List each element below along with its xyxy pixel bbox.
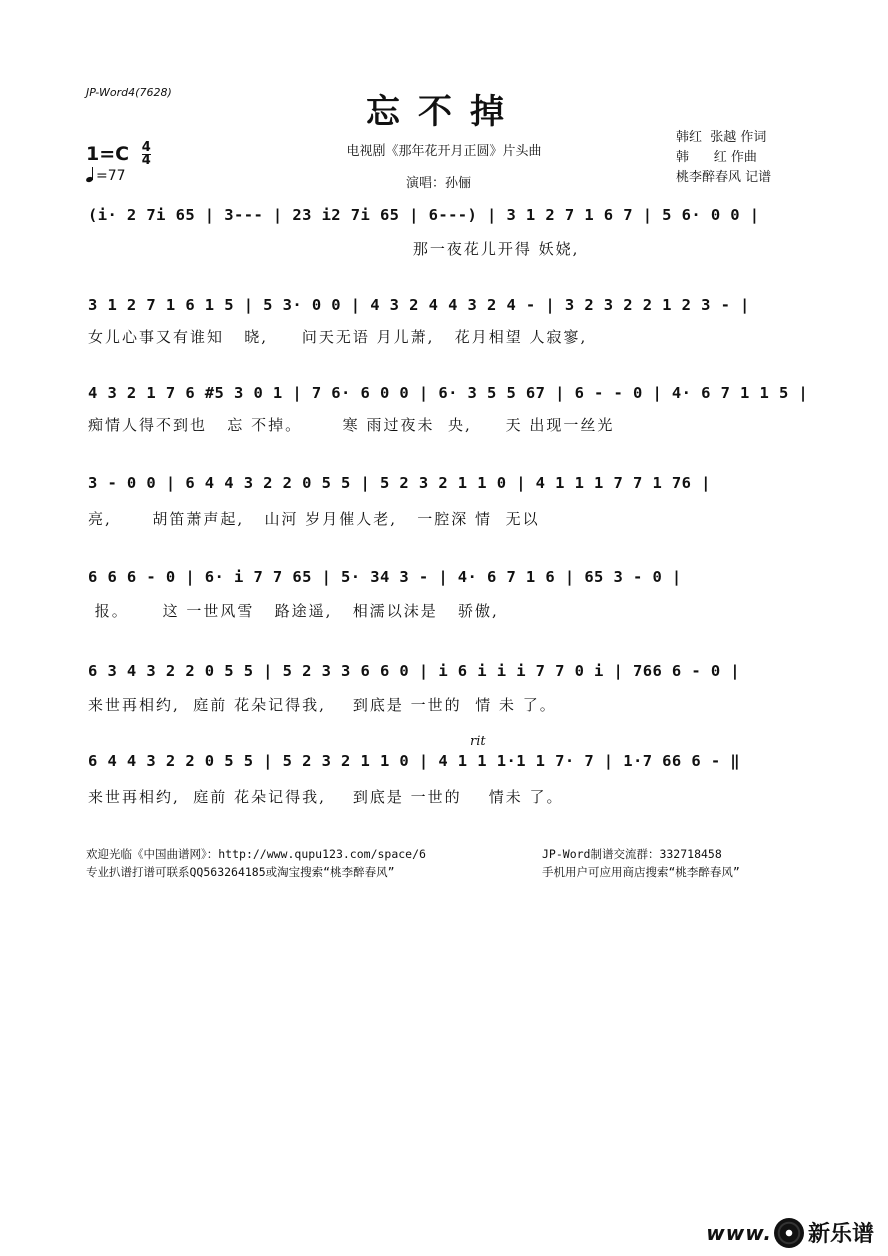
lyrics-line-1: 那一夜花儿开得 妖娆, [88, 240, 580, 258]
lyrics-line-2: 女儿心事又有谁知 晓, 问天无语 月儿萧, 花月相望 人寂寥, [88, 328, 588, 346]
credit-transcriber: 桃李醉春风 记谱 [676, 170, 772, 185]
site-logo [706, 1217, 874, 1248]
credit-composer: 韩 红 作曲 [676, 150, 757, 165]
tempo-value: =77 [96, 168, 126, 184]
lyrics-line-3: 痴情人得不到也 忘 不掉。 寒 雨过夜未 央, 天 出现一丝光 [88, 416, 615, 434]
footer-mobile: 手机用户可应用商店搜索“桃李醉春风” [542, 865, 740, 879]
time-top: 4 [141, 140, 151, 155]
notes-line-5: 6 6 6 - 0 | 6· i 7 7 65 | 5· 34 3 - | 4· 6 7 1 6 | 65 3 - 0 | [88, 568, 682, 586]
lyrics-line-5: 报。 这 一世风雪 路途遥, 相濡以沫是 骄傲, [88, 602, 499, 620]
quarter-note-icon [86, 168, 94, 182]
lyrics-line-7: 来世再相约, 庭前 花朵记得我, 到底是 一世的 情未 了。 [88, 788, 564, 806]
notes-line-1: (i· 2 7i 65 | 3--- | 23 i2 7i 65 | 6---) | 3 1 2 7 1 6 7 | 5 6· 0 0 | [88, 206, 760, 224]
subtitle: 电视剧《那年花开月正圆》片头曲 [346, 144, 542, 159]
notes-line-2: 3 1 2 7 1 6 1 5 | 5 3· 0 0 | 4 3 2 4 4 3 2 4 - | 3 2 3 2 2 1 2 3 - | [88, 296, 750, 314]
logo-www: www. [706, 1220, 772, 1245]
footer-contact: 专业扒谱打谱可联系QQ563264185或淘宝搜索“桃李醉春风” [86, 865, 395, 879]
credit-lyricist: 韩红 张越 作词 [676, 130, 767, 145]
lyrics-line-6: 来世再相约, 庭前 花朵记得我, 到底是 一世的 情 未 了。 [88, 696, 557, 714]
notes-line-3: 4 3 2 1 7 6 #5 3 0 1 | 7 6· 6 0 0 | 6· 3 5 5 67 | 6 - - 0 | 4· 6 7 1 1 5 | [88, 384, 809, 402]
vinyl-disc-icon [774, 1218, 804, 1248]
notes-line-7: 6 4 4 3 2 2 0 5 5 | 5 2 3 2 1 1 0 | 4 1 1 1·1 1 7· 7 | 1·7 66 6 - ‖ [88, 752, 741, 770]
lyrics-line-4: 亮, 胡笛萧声起, 山河 岁月催人老, 一腔深 情 无以 [88, 510, 540, 528]
app-name: JP-Word4(7628) [86, 86, 172, 99]
ritardando-marking: rit [470, 734, 486, 749]
notes-line-4: 3 - 0 0 | 6 4 4 3 2 2 0 5 5 | 5 2 3 2 1 1 0 | 4 1 1 1 7 7 1 76 | [88, 474, 711, 492]
tempo-marking [86, 168, 126, 184]
song-title: 忘不掉 [366, 92, 522, 132]
singer: 演唱：孙俪 [406, 176, 472, 191]
notes-line-6: 6 3 4 3 2 2 0 5 5 | 5 2 3 3 6 6 0 | i 6 i i i 7 7 0 i | 766 6 - 0 | [88, 662, 741, 680]
footer-website: 欢迎光临《中国曲谱网》：http://www.qupu123.com/space/6 [86, 847, 426, 861]
key-label: 1=C [86, 143, 130, 165]
footer-group: JP-Word制谱交流群：332718458 [542, 847, 722, 861]
time-bottom: 4 [141, 153, 151, 168]
logo-text: 新乐谱 [807, 1222, 874, 1247]
